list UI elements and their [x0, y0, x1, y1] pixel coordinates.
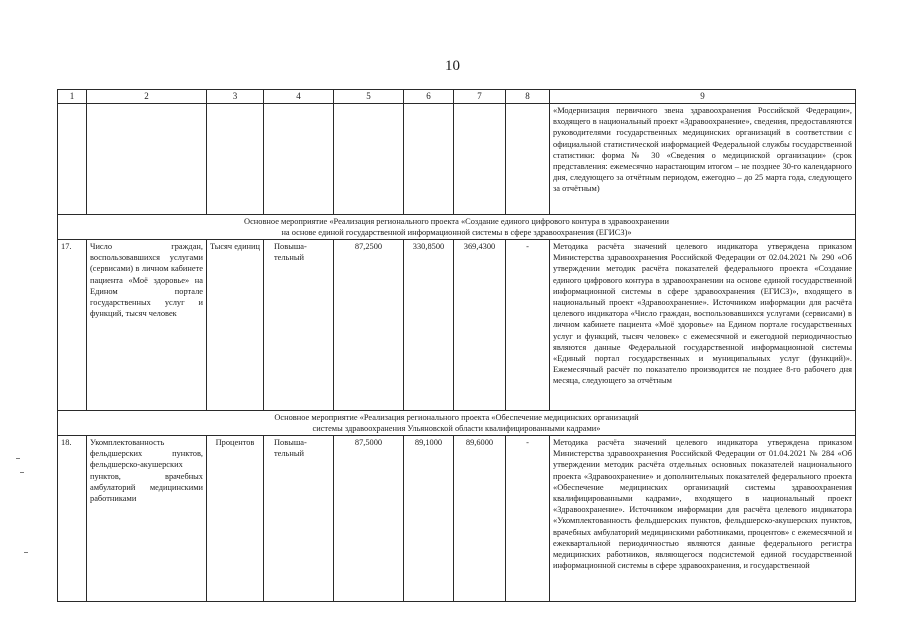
methodology-cell: Методика расчёта значений целевого индикатора утверждена приказом Министерства здравоохранения Российской Федерации от 02.04.2021 № 290 «Об утверждении методик расчёта показателей федерального проекта «Создание единого цифрового контура в здравоохранении на основе единой государственной информационной системы в сфере здравоохранения (ЕГИСЗ)», входящего в национальный проект «Здравоохранение». Источником информации для расчёта целевого индикатора «Число граждан, воспользовавшихся услугами (сервисами) в личном кабинете пациента «Моё здоровье» на Едином портале государственных услуг и функций, тысяч человек» с ежемесячной и ежегодной периодичностью являются данные Федеральной государственной информационной системы «Единый портал государственных и муниципальных услуг (функций)». Ежемесячный расчёт по показателю производится не позднее 8-го рабочего дня месяца, следующего за отчётным: [550, 240, 856, 411]
section-row: [58, 411, 856, 436]
unit-cell: Тысяч единиц: [207, 240, 264, 411]
methodology-cell: Методика расчёта значений целевого индикатора утверждена приказом Министерства здравоохранения Российской Федерации от 01.04.2021 № 284 «Об утверждении методик расчёта отдельных основных показателей национального проекта «Здравоохранение» и дополнительных показателей федерального проекта «Обеспечение медицинских организаций системы здравоохранения квалифицированными кадрами», входящего в национальный проект «Здравоохранение». Источником информации для расчёта целевого индикатора «Укомплектованность фельдшерских пунктов, фельдшерско-акушерских пунктов, врачебных амбулаторий медицинскими работниками, процентов» с ежемесячной и ежеквартальной периодичностью являются данные федерального регистра медицинских работников, являющегося подсистемой единой государственной информационной системы в сфере здравоохранения, и государственной: [550, 436, 856, 602]
trend-cell: Повыша-тельный: [264, 240, 334, 411]
margin-mark: [16, 458, 20, 459]
row-number: 17.: [58, 240, 87, 411]
col-header-3: 3: [207, 90, 264, 104]
value-cell: -: [506, 240, 550, 411]
methodology-cell: «Модернизация первичного звена здравоохранения Российской Федерации», входящего в национальный проект «Здравоохранение», сведения, предоставляются руководителями государственных медицинских организаций в соответствии с официальной статистической информацией Федеральной службы государственной статистики: форма № 30 «Сведения о медицинской организации» (срок представления: ежемесячно нарастающим итогом – не позднее 30-го календарного дня, следующего за отчётным периодом, ежегодно – до 25 марта года, следующего за отчётным): [550, 104, 856, 215]
trend-cell: Повыша-тельный: [264, 436, 334, 602]
value-cell: 89,1000: [404, 436, 454, 602]
value-cell: 87,5000: [334, 436, 404, 602]
value-cell: 89,6000: [454, 436, 506, 602]
value-cell: -: [506, 436, 550, 602]
table-row-17: [58, 240, 856, 411]
value-cell: 87,2500: [334, 240, 404, 411]
table-row-18: [58, 436, 856, 602]
column-header-row: [58, 90, 856, 104]
page-number: 10: [445, 58, 460, 74]
indicator-table: [57, 89, 856, 602]
col-header-1: 1: [58, 90, 87, 104]
margin-mark: [24, 552, 28, 553]
section-row: [58, 215, 856, 240]
col-header-5: 5: [334, 90, 404, 104]
col-header-6: 6: [404, 90, 454, 104]
section-heading-line: Основное мероприятие «Реализация регионального проекта «Обеспечение медицинских организаций: [274, 413, 639, 422]
value-cell: 330,8500: [404, 240, 454, 411]
section-heading-line: Основное мероприятие «Реализация регионального проекта «Создание единого цифрового контура в здравоохранении: [244, 217, 669, 226]
margin-mark: [20, 472, 24, 473]
section-heading: [58, 411, 856, 436]
indicator-name: Укомплектованность фельдшерских пунктов, фельдшерско-акушерских пунктов, врачебных амбулаторий медицинскими работниками: [87, 436, 207, 602]
col-header-2: 2: [87, 90, 207, 104]
col-header-9: 9: [550, 90, 856, 104]
table-row-continued: [58, 104, 856, 215]
indicator-name: Число граждан, воспользовавшихся услугами (сервисами) в личном кабинете пациента «Моё здоровье» на Едином портале государственных услуг и функций, тысяч человек: [87, 240, 207, 411]
section-heading-line: системы здравоохранения Ульяновской области квалифицированными кадрами»: [312, 424, 601, 433]
col-header-7: 7: [454, 90, 506, 104]
unit-cell: Процентов: [207, 436, 264, 602]
col-header-8: 8: [506, 90, 550, 104]
row-number: 18.: [58, 436, 87, 602]
section-heading: [58, 215, 856, 240]
section-heading-line: на основе единой государственной информационной системы в сфере здравоохранения (ЕГИСЗ)»: [281, 228, 632, 237]
col-header-4: 4: [264, 90, 334, 104]
value-cell: 369,4300: [454, 240, 506, 411]
